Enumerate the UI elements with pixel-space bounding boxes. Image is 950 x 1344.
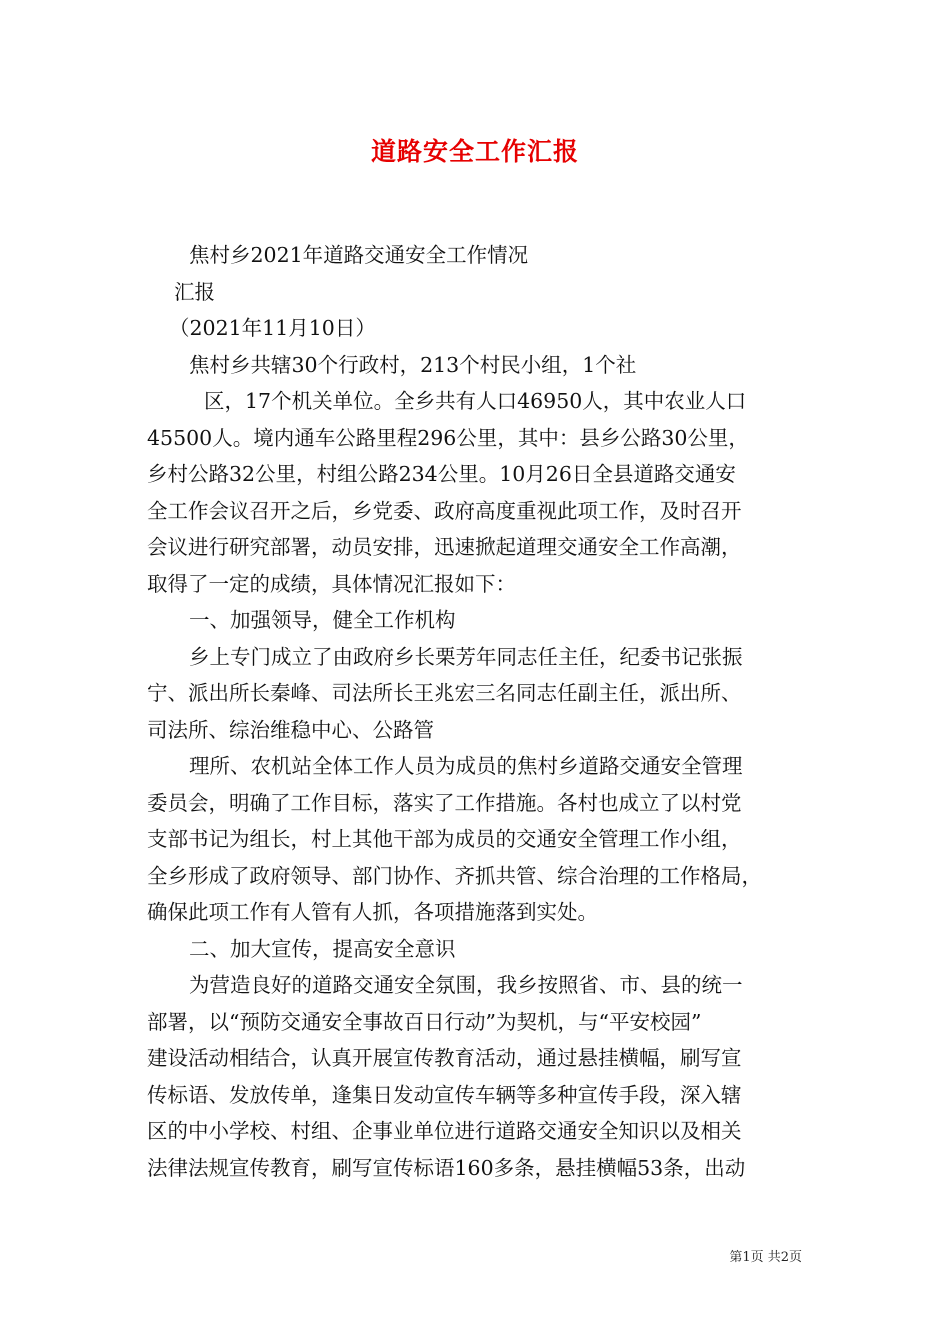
text-line: 法律法规宣传教育，刷写宣传标语160多条，悬挂横幅53条，出动 [147,1155,746,1180]
section-heading: 二、加大宣传，提高安全意识 [189,936,456,961]
text-line: 委员会，明确了工作目标，落实了工作措施。各村也成立了以村党 [147,790,742,815]
text-line: 建设活动相结合，认真开展宣传教育活动，通过悬挂横幅，刷写宣 [147,1046,742,1070]
text-line: 区的中小学校、村组、企事业单位进行道路交通安全知识以及相关 [147,1119,742,1143]
text-line: 区，17个机关单位。全乡共有人口46950人，其中农业人口 [204,389,747,413]
text-line: 焦村乡共辖30个行政村，213个村民小组，1个社 [189,352,637,377]
section-heading: 一、加强领导，健全工作机构 [189,608,456,632]
text-line: 确保此项工作有人管有人抓，各项措施落到实处。 [147,900,598,924]
text-line: 取得了一定的成绩，具体情况汇报如下： [147,571,516,596]
text-line: 焦村乡2021年道路交通安全工作情况 [189,243,529,267]
text-line: 会议进行研究部署，动员安排，迅速掀起道理交通安全工作高潮， [147,535,742,559]
text-line: 司法所、综治维稳中心、公路管 [147,717,434,742]
document-body [147,237,827,1186]
document-title: 道路安全工作汇报 [370,137,579,166]
text-line: 乡村公路32公里，村组公路234公里。10月26日全县道路交通安 [147,462,736,486]
text-line: 全工作会议召开之后，乡党委、政府高度重视此项工作，及时召开 [147,498,742,523]
text-line: 为营造良好的道路交通安全氛围，我乡按照省、市、县的统一 [189,973,743,997]
page-number: 第1页 共2页 [729,1250,802,1265]
text-line: 汇报 [174,279,215,304]
text-line: 部署，以“预防交通安全事故百日行动”为契机，与“平安校园” [147,1009,702,1034]
text-line: 理所、农机站全体工作人员为成员的焦村乡道路交通安全管理 [189,754,743,778]
text-line: 宁、派出所长秦峰、司法所长王兆宏三名同志任副主任，派出所、 [147,681,742,705]
text-line: 乡上专门成立了由政府乡长栗芳年同志任主任，纪委书记张振 [189,644,743,669]
text-line: 支部书记为组长，村上其他干部为成员的交通安全管理工作小组， [147,827,742,851]
text-line: 45500人。境内通车公路里程296公里，其中：县乡公路30公里， [147,425,749,450]
text-line: 传标语、发放传单，逢集日发动宣传车辆等多种宣传手段，深入辖 [147,1082,742,1107]
text-line: 全乡形成了政府领导、部门协作、齐抓共管、综合治理的工作格局， [147,863,762,888]
text-line: （2021年11月10日） [169,316,376,340]
